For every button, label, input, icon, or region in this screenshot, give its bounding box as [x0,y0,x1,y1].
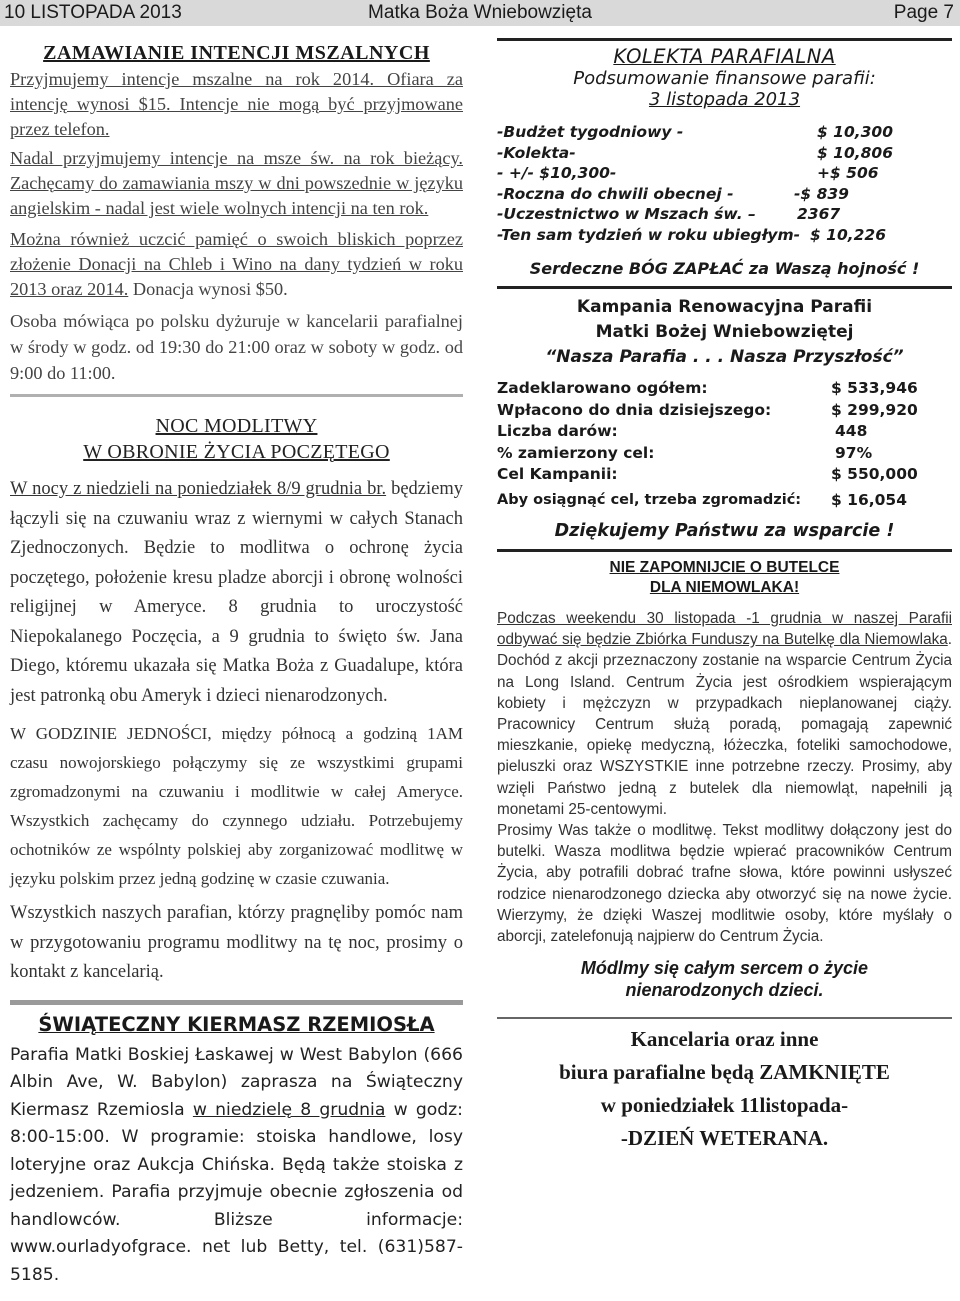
intentions-paragraph-1: Przyjmujemy intencje mszalne na rok 2014. Ofiara za intencję wynosi $15. Intencje nie mogą być przyjmowane przez telefon. [10,69,463,139]
office-notice-line-1: Kancelaria oraz inne [630,1027,819,1052]
craft-fair-text-2: w godz: 8:00-15:00. W programie: stoiska handlowe, losy loteryjne oraz Aukcja Chińska. Będą także stoiska z jedzeniem. Parafia przyjmuje obecnie zgłoszenia od handlowców. Bliższe informacje: www.ourladyofgrace. net lub Betty, tel. (631)587-5185. [10,1099,463,1285]
campaign-thanks: Dziękujemy Państwu za wsparcie ! [554,521,895,541]
campaign-row [497,378,952,400]
baby-bottle-body [497,608,952,947]
intentions-office-hours: Osoba mówiąca po polsku dyżuruje w kancelarii parafialnej w środy w godz. od 19:30 do 21:00 oraz w soboty w godz. od 9:00 do 11:00. [10,311,463,383]
campaign-row-label: % zamierzony cel: [497,443,655,462]
prayer-line-2: nienarodzonych dzieci. [625,980,824,1001]
mass-intentions-body [10,67,463,386]
baby-bottle-paragraph-2: Prosimy Was także o modlitwę. Tekst modlitwy dołączony jest do butelki. Wasza modlitwa będzie wpierać pracowników Centrum Życia, aby potrafili dobrać trafne słowa, które powinni usłyszeć rodzice nienarodzonego dziecka aby otworzyć się na nowe życie. Wierzymy, że dzięki Waszej modlitwie osoby, które myślały o aborcji, zatelefonują najpierw do Centrum Życia. [497,822,952,946]
prayer-night-title-2: W OBRONIE ŻYCIA POCZĘTEGO [83,441,390,463]
header-parish: Matka Boża Wniebowzięta [368,2,592,23]
craft-fair-date: w niedzielę 8 grudnia [192,1099,386,1120]
header-date: 10 LISTOPADA 2013 [4,2,182,23]
prayer-night-body [10,475,463,988]
prayer-night-paragraph-2: W GODZINIE JEDNOŚCI, między północą a godziną 1AM czasu nowojorskiego połączymy się ze wszystkimi grupami zgromadzonymi na czuwaniu i modlitwie w całej Ameryce. Wszystkich zachęcamy do czynnego udziału. Potrzebujemy ochotników ze wspólnty polskiej aby zorganizować modlitwę w języku polskim przez jedną godzinę w czasie czuwania. [10,724,463,888]
renovation-campaign-section [497,295,952,541]
collection-title: KOLEKTA PARAFIALNA [613,45,836,68]
campaign-figures [497,378,952,511]
campaign-row-value: $ 533,946 [831,379,918,397]
campaign-remaining-value: $ 16,054 [831,490,907,509]
collection-row [497,204,952,225]
collection-subtitle: Podsumowanie finansowe parafii: [573,68,876,89]
campaign-row-label: Zadeklarowano ogółem: [497,379,708,397]
craft-fair-body [10,1042,463,1290]
campaign-row [497,421,952,443]
campaign-row-value: 448 [835,422,868,440]
collection-row-label: -Uczestnictwo w Mszach św. – [497,205,756,223]
campaign-row-value: $ 299,920 [831,400,918,419]
prayer-night-title-1: NOC MODLITWY [155,415,318,437]
mass-intentions-section [10,42,463,397]
intentions-paragraph-2: Nadal przyjmujemy intencje na msze św. na rok bieżący. Zachęcamy do zamawiania mszy w dni powszednie w języku angielskim - nadal jest wiele wolnych intencji na ten rok. [10,148,463,218]
baby-bottle-prayer [497,957,952,1001]
craft-fair-title: ŚWIĄTECZNY KIERMASZ RZEMIOSŁA [38,1012,435,1036]
prayer-night-date: W nocy z niedzieli na poniedziałek 8/9 grudnia br. [10,479,387,499]
collection-summary-list [497,122,952,245]
baby-bottle-event: Podczas weekendu 30 listopada -1 grudnia w naszej Parafii odbywać się będzie Zbiórka Funduszy na Butelkę dla Niemowlaka [497,610,952,649]
header-page-number: Page 7 [893,2,954,23]
campaign-row-value: 97% [835,443,873,462]
craft-fair-section [10,1000,463,1290]
prayer-night-paragraph-1 [10,475,463,711]
collection-row [497,122,952,143]
collection-section [497,38,952,110]
collection-row-label: -Roczna do chwili obecnej - [497,184,734,203]
campaign-row-value: $ 550,000 [831,465,918,483]
campaign-title [497,295,952,370]
campaign-row [497,464,952,486]
campaign-motto: “Nasza Parafia . . . Nasza Przyszłość” [545,347,904,367]
campaign-title-line-2: Matki Bożej Wniebowziętej [595,322,854,342]
collection-row-value: $ 10,806 [817,143,893,162]
collection-row-value: +$ 506 [817,164,879,182]
page-header [0,0,960,26]
collection-row-label: -Kolekta- [497,143,576,162]
prayer-night-section [10,413,463,988]
section-divider [497,286,952,289]
collection-row-label: -Budżet tygodniowy - [497,123,684,141]
office-closed-notice [497,1017,952,1155]
collection-date: 3 listopada 2013 [648,89,801,110]
right-column [497,38,952,1155]
section-divider [10,394,463,397]
collection-row-value: $ 10,300 [817,123,893,141]
intentions-donation-amount: Donacja wynosi $50. [128,279,288,299]
baby-bottle-title-line-1: NIE ZAPOMNIJCIE O BUTELCE [609,559,840,576]
intentions-paragraph-3 [10,227,463,302]
craft-fair-text-1: Parafia Matki Boskiej Łaskawej w West Babylon (666 Albin Ave, W. Babylon) zaprasza na Świąteczny Kiermasz Rzemiosla [10,1044,463,1120]
prayer-line-1: Módlmy się całym sercem o życie [580,958,869,979]
office-notice-line-4: -DZIEŃ WETERANA. [620,1126,829,1151]
collection-row [497,163,952,184]
campaign-remaining-label: Aby osiągnąć cel, trzeba zgromadzić: [497,491,802,508]
baby-bottle-section [497,549,952,1001]
campaign-row-label: Wpłacono do dnia dzisiejszego: [497,400,772,419]
campaign-remaining-row [497,490,952,512]
baby-bottle-title [497,549,952,598]
office-notice-line-2: biura parafialne będą ZAMKNIĘTE [559,1060,890,1085]
collection-row [497,225,952,246]
campaign-row [497,443,952,465]
collection-row-value: -$ 839 [794,184,849,203]
collection-row [497,184,952,205]
collection-row-label: -Ten sam tydzień w roku ubiegłym- [497,225,801,244]
mass-intentions-title: ZAMAWIANIE INTENCJI MSZALNYCH [43,42,430,64]
collection-row-value: 2367 [797,205,841,223]
campaign-title-line-1: Kampania Renowacyjna Parafii [576,297,873,317]
baby-bottle-title-line-2: DLA NIEMOWLAKA! [649,579,800,596]
collection-row-label: - +/- $10,300- [497,164,617,182]
collection-row-value: $ 10,226 [810,225,886,244]
intentions-donation-text: Można również uczcić pamięć o swoich bliskich poprzez złożenie Donacji na Chleb i Wino na dany tydzień w roku 2013 oraz 2014. [10,229,463,299]
baby-bottle-description: . Dochód z akcji przeznaczony zostanie na wsparcie Centrum Życia na Long Island. Centrum Życia jest ośrodkiem wspierającym kobiety i mężczyzn w przypadkach nieplanowanej ciąży. Pracownicy Centrum służą poradą, pomagają zapewnić mieszkanie, opiekę medyczną, łóżeczka, foteliki samochodowe, pieluszki oraz WSZYSTKIE inne potrzebne rzeczy. Prosimy, aby wzięli Państwo jedną z butelek dla niemowląt, napełnili ją monetami 25-centowymi. [497,631,952,818]
campaign-row-label: Cel Kampanii: [497,465,618,483]
collection-row [497,143,952,164]
prayer-night-paragraph-3: Wszystkich naszych parafian, którzy pragnęliby pomóc nam w przygotowaniu programu modlitwy na tę noc, prosimy o kontakt z kancelarią. [10,903,463,982]
left-column [10,38,463,1289]
campaign-row-label: Liczba darów: [497,422,618,440]
craft-fair-divider [10,1000,463,1005]
prayer-night-description: będziemy łączyli się na czuwaniu wraz z wiernymi w całych Stanach Zjednoczonych. Będzie to modlitwa o ochronę życia poczętego, położenie kresu pladze aborcji i obronę wolności religijnej w Ameryce. 8 grudnia to uroczystość Niepokalanego Poczęcia, a 9 grudnia to święto św. Jana Diego, któremu ukazała się Matka Boża z Guadalupe, która jest patronką obu Ameryk i dzieci nienarodzonych. [10,479,464,706]
collection-thanks: Serdeczne BÓG ZAPŁAĆ za Waszą hojność ! [529,259,920,278]
office-notice-line-3: w poniedziałek 11listopada- [600,1093,849,1118]
baby-bottle-paragraph-1 [497,608,952,820]
campaign-row [497,400,952,422]
